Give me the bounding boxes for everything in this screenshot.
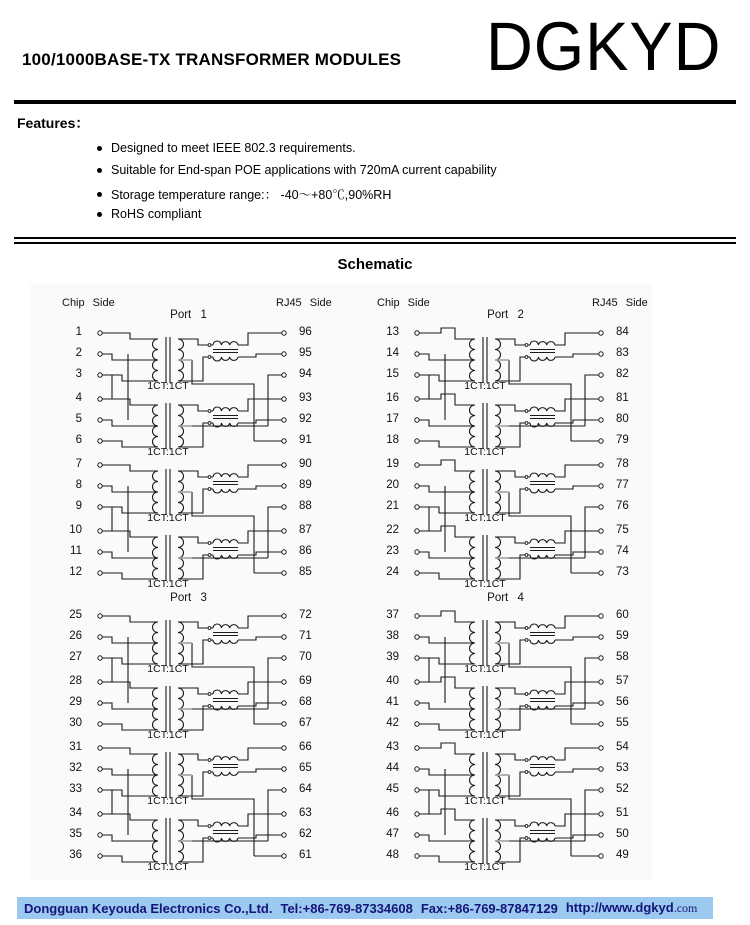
port-block-2 xyxy=(375,303,640,598)
transformer-channel xyxy=(375,391,640,457)
transformer-channel xyxy=(58,608,323,674)
rj45-pin-number: 76 xyxy=(616,500,629,512)
bullet-icon xyxy=(97,212,102,217)
turns-ratio-label: 1CT:1CT xyxy=(147,729,189,741)
features-heading: Features： xyxy=(17,115,90,131)
footer-website xyxy=(566,900,698,916)
transformer-channel xyxy=(375,457,640,523)
rj45-pin-number: 53 xyxy=(616,762,629,774)
transformer-channel xyxy=(58,325,323,391)
rj45-pin-number: 77 xyxy=(616,479,629,491)
rj45-pin-number: 73 xyxy=(616,566,629,578)
turns-ratio-label: 1CT:1CT xyxy=(147,446,189,458)
transformer-channel xyxy=(58,740,323,806)
chip-pin-number: 47 xyxy=(386,828,399,840)
port-title: Port 4 xyxy=(487,592,524,604)
transformer-channel xyxy=(375,608,640,674)
footer-website-suffix: .com xyxy=(673,901,698,915)
rj45-pin-number: 85 xyxy=(299,566,312,578)
chip-pin-number: 30 xyxy=(69,717,82,729)
transformer-channel xyxy=(375,806,640,872)
chip-pin-number: 28 xyxy=(69,675,82,687)
chip-pin-number: 40 xyxy=(386,675,399,687)
chip-pin-number: 11 xyxy=(70,545,82,557)
rj45-pin-number: 82 xyxy=(616,368,629,380)
transformer-channel xyxy=(375,674,640,740)
chip-pin-number: 17 xyxy=(386,413,399,425)
rj45-pin-number: 79 xyxy=(616,434,629,446)
turns-ratio-label: 1CT:1CT xyxy=(147,795,189,807)
transformer-channel xyxy=(58,457,323,523)
chip-pin-number: 21 xyxy=(386,500,399,512)
section-divider xyxy=(14,237,736,244)
rj45-pin-number: 70 xyxy=(299,651,312,663)
chip-pin-number: 45 xyxy=(386,783,399,795)
rj45-pin-number: 49 xyxy=(616,849,629,861)
rj45-pin-number: 67 xyxy=(299,717,312,729)
chip-pin-number: 10 xyxy=(69,524,82,536)
chip-pin-number: 41 xyxy=(386,696,399,708)
port-block-1 xyxy=(58,303,323,598)
chip-pin-number: 8 xyxy=(75,479,82,491)
turns-ratio-label: 1CT:1CT xyxy=(464,663,506,675)
rj45-pin-number: 52 xyxy=(616,783,629,795)
turns-ratio-label: 1CT:1CT xyxy=(147,861,189,873)
rj45-pin-number: 69 xyxy=(299,675,312,687)
bullet-icon xyxy=(97,168,102,173)
rj45-pin-number: 78 xyxy=(616,458,629,470)
rj45-pin-number: 90 xyxy=(299,458,312,470)
transformer-channel xyxy=(58,806,323,872)
rj45-pin-number: 50 xyxy=(616,828,629,840)
chip-pin-number: 33 xyxy=(69,783,82,795)
transformer-channel xyxy=(58,674,323,740)
port-block-4 xyxy=(375,586,640,881)
transformer-channel xyxy=(58,523,323,589)
chip-pin-number: 4 xyxy=(75,392,82,404)
rj45-pin-number: 60 xyxy=(616,609,629,621)
feature-text: RoHS compliant xyxy=(111,207,202,221)
chip-pin-number: 23 xyxy=(386,545,399,557)
chip-pin-number: 46 xyxy=(386,807,399,819)
header-rule xyxy=(14,100,736,104)
chip-pin-number: 44 xyxy=(386,762,399,774)
transformer-channel xyxy=(375,325,640,391)
transformer-channel xyxy=(58,391,323,457)
chip-pin-number: 39 xyxy=(386,651,399,663)
chip-pin-number: 18 xyxy=(386,434,399,446)
rj45-pin-number: 59 xyxy=(616,630,629,642)
rj45-pin-number: 89 xyxy=(299,479,312,491)
company-logo: DGKYD xyxy=(486,8,722,85)
rj45-side-label-left: RJ45 Side xyxy=(276,297,332,309)
chip-pin-number: 38 xyxy=(386,630,399,642)
rj45-pin-number: 94 xyxy=(299,368,312,380)
rj45-pin-number: 51 xyxy=(616,807,629,819)
footer-company: Dongguan Keyouda Electronics Co.,Ltd. xyxy=(24,900,273,916)
rj45-pin-number: 72 xyxy=(299,609,312,621)
feature-text: Storage temperature range:： -40～+80℃,90%RH xyxy=(111,188,392,202)
chip-pin-number: 36 xyxy=(69,849,82,861)
chip-pin-number: 6 xyxy=(75,434,82,446)
turns-ratio-label: 1CT:1CT xyxy=(464,380,506,392)
feature-text: Designed to meet IEEE 802.3 requirements. xyxy=(111,141,356,155)
chip-pin-number: 27 xyxy=(69,651,82,663)
rj45-pin-number: 62 xyxy=(299,828,312,840)
rj45-pin-number: 63 xyxy=(299,807,312,819)
rj45-pin-number: 86 xyxy=(299,545,312,557)
chip-pin-number: 2 xyxy=(75,347,82,359)
chip-pin-number: 16 xyxy=(386,392,399,404)
turns-ratio-label: 1CT:1CT xyxy=(147,578,189,590)
turns-ratio-label: 1CT:1CT xyxy=(464,861,506,873)
chip-pin-number: 34 xyxy=(69,807,82,819)
rj45-pin-number: 58 xyxy=(616,651,629,663)
rj45-pin-number: 96 xyxy=(299,326,312,338)
chip-pin-number: 31 xyxy=(69,741,82,753)
port-title: Port 3 xyxy=(170,592,207,604)
chip-pin-number: 20 xyxy=(386,479,399,491)
rj45-pin-number: 87 xyxy=(299,524,312,536)
transformer-channel xyxy=(375,740,640,806)
chip-side-label-left: Chip Side xyxy=(62,297,115,309)
bullet-icon xyxy=(97,146,102,151)
chip-side-label-right: Chip Side xyxy=(377,297,430,309)
chip-pin-number: 29 xyxy=(69,696,82,708)
chip-pin-number: 35 xyxy=(69,828,82,840)
feature-item xyxy=(97,163,497,177)
chip-pin-number: 9 xyxy=(75,500,82,512)
footer-tel: Tel:+86-769-87334608 xyxy=(280,900,413,916)
rj45-pin-number: 57 xyxy=(616,675,629,687)
schematic-title: Schematic xyxy=(337,256,413,273)
chip-pin-number: 7 xyxy=(75,458,82,470)
rj45-pin-number: 54 xyxy=(616,741,629,753)
page-title: 100/1000BASE-TX TRANSFORMER MODULES xyxy=(22,50,402,69)
rj45-pin-number: 95 xyxy=(299,347,312,359)
rj45-pin-number: 75 xyxy=(616,524,629,536)
turns-ratio-label: 1CT:1CT xyxy=(464,729,506,741)
turns-ratio-label: 1CT:1CT xyxy=(464,795,506,807)
rj45-pin-number: 65 xyxy=(299,762,312,774)
chip-pin-number: 37 xyxy=(386,609,399,621)
rj45-pin-number: 55 xyxy=(616,717,629,729)
port-title: Port 2 xyxy=(487,309,524,321)
chip-pin-number: 43 xyxy=(386,741,399,753)
chip-pin-number: 42 xyxy=(386,717,399,729)
chip-pin-number: 12 xyxy=(69,566,82,578)
chip-pin-number: 48 xyxy=(386,849,399,861)
turns-ratio-label: 1CT:1CT xyxy=(464,578,506,590)
turns-ratio-label: 1CT:1CT xyxy=(147,512,189,524)
bullet-icon xyxy=(97,192,102,197)
rj45-pin-number: 80 xyxy=(616,413,629,425)
rj45-pin-number: 64 xyxy=(299,783,312,795)
turns-ratio-label: 1CT:1CT xyxy=(147,663,189,675)
port-block-3 xyxy=(58,586,323,881)
feature-text: Suitable for End-span POE applications with 720mA current capability xyxy=(111,163,497,177)
footer-fax: Fax:+86-769-87847129 xyxy=(420,900,558,916)
footer-bar xyxy=(17,897,713,919)
rj45-pin-number: 68 xyxy=(299,696,312,708)
chip-pin-number: 3 xyxy=(75,368,82,380)
rj45-pin-number: 91 xyxy=(299,434,312,446)
rj45-pin-number: 92 xyxy=(299,413,312,425)
transformer-channel xyxy=(375,523,640,589)
rj45-pin-number: 88 xyxy=(299,500,312,512)
rj45-pin-number: 61 xyxy=(299,849,312,861)
feature-item xyxy=(97,141,356,155)
chip-pin-number: 5 xyxy=(75,413,82,425)
turns-ratio-label: 1CT:1CT xyxy=(147,380,189,392)
turns-ratio-label: 1CT:1CT xyxy=(464,512,506,524)
rj45-pin-number: 84 xyxy=(616,326,629,338)
turns-ratio-label: 1CT:1CT xyxy=(464,446,506,458)
chip-pin-number: 14 xyxy=(386,347,399,359)
chip-pin-number: 19 xyxy=(386,458,399,470)
rj45-pin-number: 93 xyxy=(299,392,312,404)
feature-item xyxy=(97,207,201,221)
chip-pin-number: 22 xyxy=(386,524,399,536)
chip-pin-number: 13 xyxy=(386,326,399,338)
feature-item xyxy=(97,185,391,203)
rj45-pin-number: 81 xyxy=(616,392,629,404)
chip-pin-number: 24 xyxy=(386,566,399,578)
chip-pin-number: 1 xyxy=(75,326,82,338)
chip-pin-number: 25 xyxy=(69,609,82,621)
port-title: Port 1 xyxy=(170,309,207,321)
chip-pin-number: 15 xyxy=(386,368,399,380)
chip-pin-number: 32 xyxy=(69,762,82,774)
rj45-side-label-right: RJ45 Side xyxy=(592,297,648,309)
rj45-pin-number: 56 xyxy=(616,696,629,708)
footer-website-host: http://www.dgkyd xyxy=(565,900,674,915)
chip-pin-number: 26 xyxy=(69,630,82,642)
rj45-pin-number: 83 xyxy=(616,347,629,359)
rj45-pin-number: 71 xyxy=(299,630,312,642)
rj45-pin-number: 66 xyxy=(299,741,312,753)
rj45-pin-number: 74 xyxy=(616,545,629,557)
